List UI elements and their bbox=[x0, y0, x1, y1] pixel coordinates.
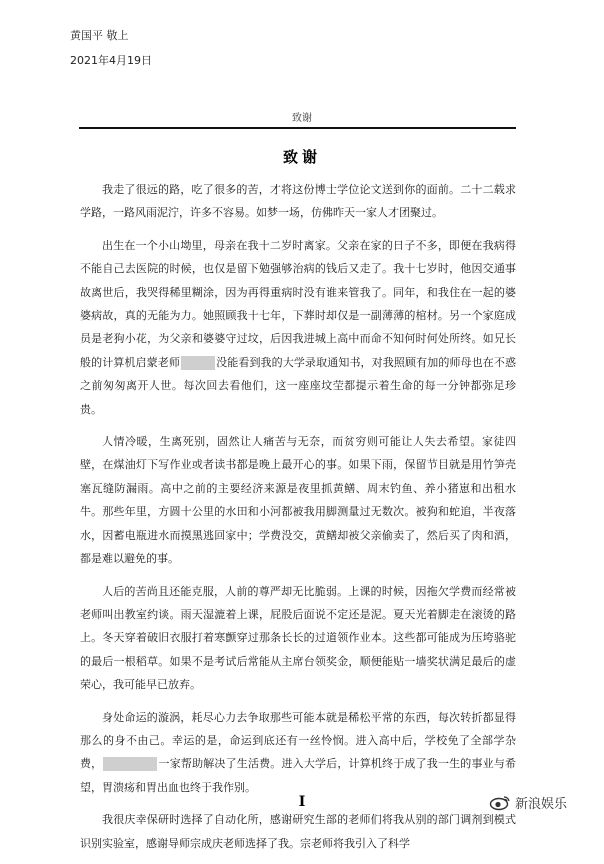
page-title: 致谢 bbox=[282, 148, 321, 166]
signature-date: 2021年4月19日 bbox=[70, 54, 152, 67]
paragraph-6 bbox=[80, 808, 516, 855]
header-rule bbox=[79, 127, 516, 129]
paragraph-text-continued: 没能看到我的大学录取通知书，对我照顾有加的师母也在不惑之前匆匆离开人世。每次回去看他们，这一座座坟茔都提示着生命的每一分钟都弥足珍贵。 bbox=[80, 355, 516, 416]
paragraph-1 bbox=[80, 178, 516, 225]
redacted-name-block bbox=[103, 757, 157, 771]
paragraph-text: 人后的苦尚且还能克服，人前的尊严却无比脆弱。上课的时候，因拖欠学费而经常被老师叫出教室约谈。雨天湿漉着上课，屁股后面说不定还是泥。夏天光着脚走在滚烫的路上。冬天穿着破旧衣服打着寒颤穿过那条长长的过道领作业本。这些都可能成为压垮骆驼的最后一根稻草。如果不是考试后常能从主席台领奖金，顺便能贴一墙奖状满足最后的虚荣心，我可能早已放弃。 bbox=[80, 584, 516, 692]
paragraph-text: 我走了很远的路，吃了很多的苦，才将这份博士学位论文送到你的面前。二十二载求学路，一路风雨泥泞，许多不容易。如梦一场，仿佛昨天一家人才团聚过。 bbox=[80, 183, 516, 220]
paragraph-4 bbox=[80, 580, 516, 697]
redacted-name-block bbox=[181, 356, 215, 370]
watermark-text: 新浪娱乐 bbox=[515, 797, 568, 812]
page-number: I bbox=[298, 794, 306, 810]
running-head: 致谢 bbox=[292, 113, 312, 124]
paragraph-5 bbox=[80, 706, 516, 800]
watermark bbox=[489, 793, 567, 812]
paragraph-text-continued: 一家帮助解决了生活费。进入大学后，计算机终于成了我一生的事业与希望，胃溃疡和胃出血也终于我作别。 bbox=[80, 757, 517, 794]
paragraph-text: 出生在一个小山坳里，母亲在我十二岁时离家。父亲在家的日子不多，即便在我病得不能自己去医院的时候，也仅是留下勉强够治病的钱后又走了。我十七岁时，他因交通事故离世后，我哭得稀里糊涂，因为再得重病时没有谁来管我了。同年，和我住在一起的婆婆病故，真的无能为力。她照顾我十七年，下葬时却仅是一副薄薄的棺材。另一个家庭成员是老狗小花，为父亲和婆婆守过坟，后因我进城上高中而命不知何时何处所终。如兄长般的计算机启蒙老师 bbox=[80, 238, 516, 369]
paragraph-3 bbox=[80, 430, 516, 570]
weibo-eye-logo-icon bbox=[489, 795, 511, 811]
paragraph-text: 人情冷暖，生离死别，固然让人痛苦与无奈，而贫穷则可能让人失去希望。家徒四壁，在煤油灯下写作业或者读书都是晚上最开心的事。如果下雨，保留节目就是用竹笋壳塞瓦缝防漏雨。高中之前的主要经济来源是夜里抓黄鳝、周末钓鱼、养小猪崽和出租水牛。那些年里，方圆十公里的水田和小河都被我用脚测量过无数次。被狗和蛇追，半夜落水，因蓄电瓶进水而摸黑逃回家中；学费没交，黄鳝却被父亲偷卖了，然后买了肉和酒，都是难以避免的事。 bbox=[80, 435, 516, 566]
paragraph-text: 我很庆幸保研时选择了自动化所，感谢研究生部的老师们将我从别的部门调剂到模式识别实验室，感谢导师宗成庆老师选择了我。宗老师将我引入了科学 bbox=[80, 813, 516, 850]
paragraph-text: 身处命运的漩涡，耗尽心力去争取那些可能本就是稀松平常的东西，每次转折都显得那么的身不由己。幸运的是，命运到底还有一丝怜悯。进入高中后，学校免了全部学杂费， bbox=[80, 710, 516, 771]
signature-name: 黄国平 敬上 bbox=[70, 29, 129, 42]
paragraph-2 bbox=[80, 234, 516, 421]
acknowledgement-body bbox=[80, 178, 516, 864]
